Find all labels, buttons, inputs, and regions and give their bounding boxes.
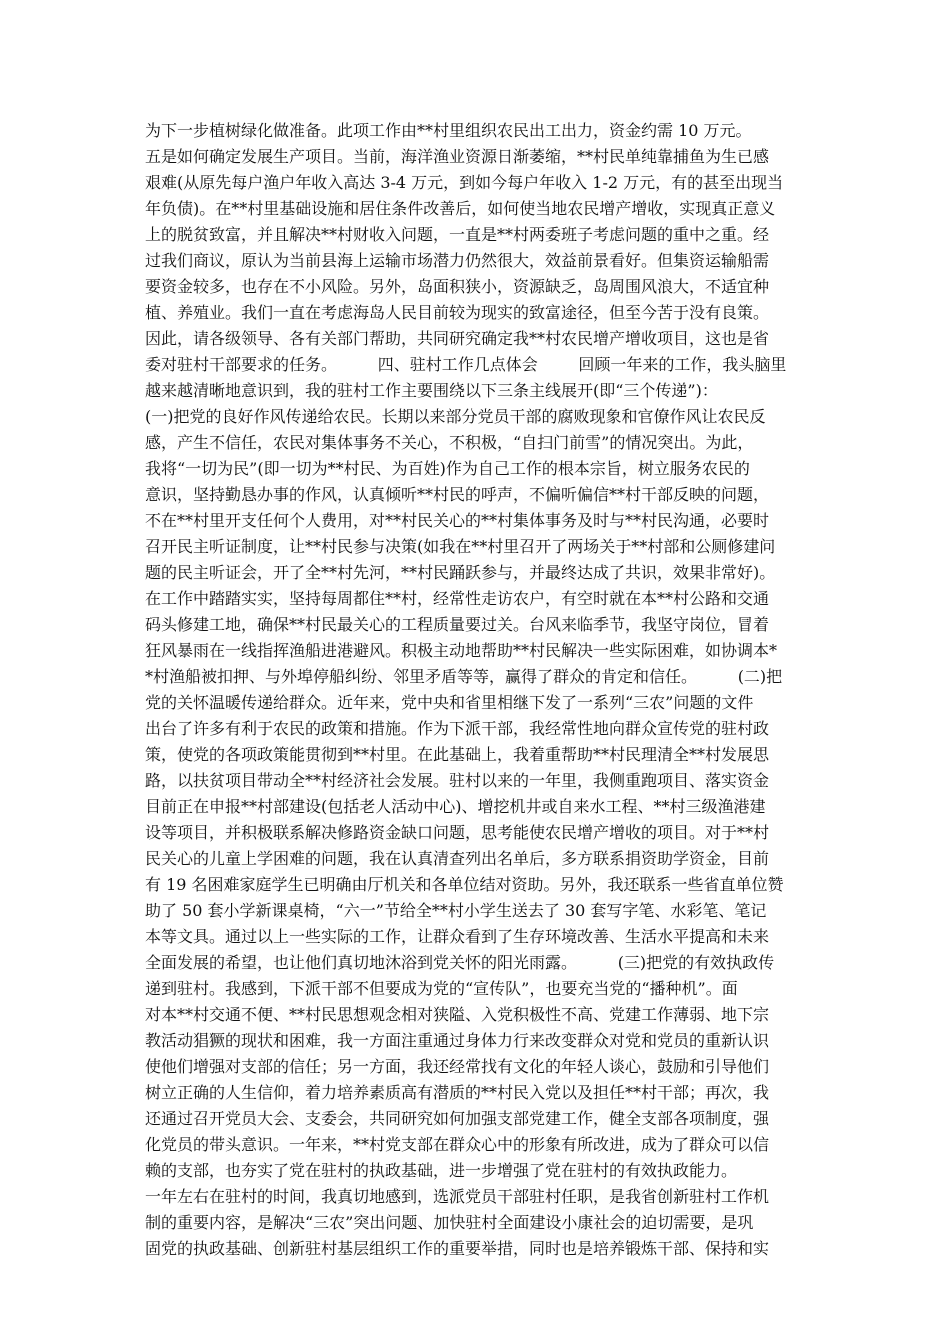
text-line: 植、养殖业。我们一直在考虑海岛人民目前较为现实的致富途径，但至今苦于没有良策。 bbox=[145, 303, 770, 322]
text-line: 年负债)。在**村里基础设施和居住条件改善后，如何使当地农民增产增收，实现真正意义 bbox=[145, 199, 776, 218]
text-line: 召开民主听证制度，让**村民参与决策(如我在**村里召开了两场关于**村部和公厕修建问 bbox=[145, 537, 776, 556]
text-line: 意识，坚持勤恳办事的作风，认真倾听**村民的呼声，不偏听偏信**村干部反映的问题， bbox=[145, 485, 770, 504]
text-line: 助了 50 套小学新课桌椅，“六一”节给全**村小学生送去了 30 套写字笔、水彩笔、笔记 bbox=[145, 901, 767, 920]
text-line: 目前正在申报**村部建设(包括老人活动中心)、增挖机井或自来水工程、**村三级渔港建 bbox=[145, 797, 766, 816]
text-line: 上的脱贫致富，并且解决**村财收入问题，一直是**村两委班子考虑问题的重中之重。经 bbox=[145, 225, 770, 244]
text-line: 一年左右在驻村的时间，我真切地感到，选派党员干部驻村任职，是我省创新驻村工作机 bbox=[145, 1187, 770, 1206]
text-line: 策，使党的各项政策能贯彻到**村里。在此基础上，我着重帮助**村民理清全**村发展思 bbox=[145, 745, 770, 764]
text-line: 设等项目，并积极联系解决修路资金缺口问题，思考能使农民增产增收的项目。对于**村 bbox=[145, 823, 770, 842]
text-line: 感，产生不信任，农民对集体事务不关心，不积极，“自扫门前雪”的情况突出。为此， bbox=[145, 433, 754, 452]
text-line: 民关心的儿童上学困难的问题，我在认真清查列出名单后，多方联系捐资助学资金，目前 bbox=[145, 849, 770, 868]
text-line: 党的关怀温暖传递给群众。近年来，党中央和省里相继下发了一系列“三农”问题的文件 bbox=[145, 693, 754, 712]
text-line: 有 19 名困难家庭学生已明确由厅机关和各单位结对资助。另外，我还联系一些省直单位赞 bbox=[145, 875, 784, 894]
body-text bbox=[145, 118, 805, 1262]
text-line: 路，以扶贫项目带动全**村经济社会发展。驻村以来的一年里，我侧重跑项目、落实资金 bbox=[145, 771, 770, 790]
text-line: 五是如何确定发展生产项目。当前，海洋渔业资源日渐萎缩，**村民单纯靠捕鱼为生已感 bbox=[145, 147, 770, 166]
text-line: 我将“一切为民”(即一切为**村民、为百姓)作为自己工作的根本宗旨，树立服务农民的 bbox=[145, 459, 750, 478]
text-line: *村渔船被扣押、与外埠停船纠纷、邻里矛盾等等，赢得了群众的肯定和信任。 (二)把 bbox=[145, 667, 783, 686]
text-line: 委对驻村干部要求的任务。 四、驻村工作几点体会 回顾一年来的工作，我头脑里 bbox=[145, 355, 787, 374]
text-line: (一)把党的良好作风传递给农民。长期以来部分党员干部的腐败现象和官僚作风让农民反 bbox=[145, 407, 766, 426]
text-line: 固党的执政基础、创新驻村基层组织工作的重要举措，同时也是培养锻炼干部、保持和实 bbox=[145, 1239, 770, 1258]
text-line: 在工作中踏踏实实，坚持每周都住**村，经常性走访农户，有空时就在本**村公路和交通 bbox=[145, 589, 770, 608]
text-line: 本等文具。通过以上一些实际的工作，让群众看到了生存环境改善、生活水平提高和未来 bbox=[145, 927, 770, 946]
text-line: 还通过召开党员大会、支委会，共同研究如何加强支部党建工作，健全支部各项制度，强 bbox=[145, 1109, 770, 1128]
text-line: 艰难(从原先每户渔户年收入高达 3-4 万元，到如今每户年收入 1-2 万元，有的甚至出现当 bbox=[145, 173, 784, 192]
text-line: 全面发展的希望，也让他们真切地沐浴到党关怀的阳光雨露。 (三)把党的有效执政传 bbox=[145, 953, 775, 972]
text-line: 教活动猖獗的现状和困难，我一方面注重通过身体力行来改变群众对党和党员的重新认识 bbox=[145, 1031, 770, 1050]
text-line: 树立正确的人生信仰，着力培养素质高有潜质的**村民入党以及担任**村干部；再次，我 bbox=[145, 1083, 770, 1102]
text-line: 因此，请各级领导、各有关部门帮助，共同研究确定我**村农民增产增收项目，这也是省 bbox=[145, 329, 770, 348]
text-line: 赖的支部，也夯实了党在驻村的执政基础，进一步增强了党在驻村的有效执政能力。 bbox=[145, 1161, 738, 1180]
text-line: 为下一步植树绿化做准备。此项工作由**村里组织农民出工出力，资金约需 10 万元。 bbox=[145, 121, 752, 140]
text-line: 对本**村交通不便、**村民思想观念相对狭隘、入党积极性不高、党建工作薄弱、地下宗 bbox=[145, 1005, 770, 1024]
text-line: 越来越清晰地意识到，我的驻村工作主要围绕以下三条主线展开(即“三个传递”)： bbox=[145, 381, 718, 400]
text-line: 题的民主听证会，开了全**村先河，**村民踊跃参与，并最终达成了共识，效果非常好)。 bbox=[145, 563, 776, 582]
text-line: 使他们增强对支部的信任；另一方面，我还经常找有文化的年轻人谈心，鼓励和引导他们 bbox=[145, 1057, 770, 1076]
text-line: 出台了许多有利于农民的政策和措施。作为下派干部，我经常性地向群众宣传党的驻村政 bbox=[145, 719, 770, 738]
text-line: 过我们商议，原认为当前县海上运输市场潜力仍然很大，效益前景看好。但集资运输船需 bbox=[145, 251, 770, 270]
text-line: 狂风暴雨在一线指挥渔船进港避风。积极主动地帮助**村民解决一些实际困难，如协调本* bbox=[145, 641, 778, 660]
text-line: 要资金较多，也存在不小风险。另外，岛面积狭小，资源缺乏，岛周围风浪大，不适宜种 bbox=[145, 277, 770, 296]
text-line: 码头修建工地，确保**村民最关心的工程质量要过关。台风来临季节，我坚守岗位，冒着 bbox=[145, 615, 770, 634]
text-line: 化党员的带头意识。一年来，**村党支部在群众心中的形象有所改进，成为了群众可以信 bbox=[145, 1135, 770, 1154]
text-line: 制的重要内容，是解决“三农”突出问题、加快驻村全面建设小康社会的迫切需要，是巩 bbox=[145, 1213, 754, 1232]
text-line: 递到驻村。我感到，下派干部不但要成为党的“宣传队”，也要充当党的“播种机”。面 bbox=[145, 979, 738, 998]
text-line: 不在**村里开支任何个人费用，对**村民关心的**村集体事务及时与**村民沟通，必要时 bbox=[145, 511, 770, 530]
